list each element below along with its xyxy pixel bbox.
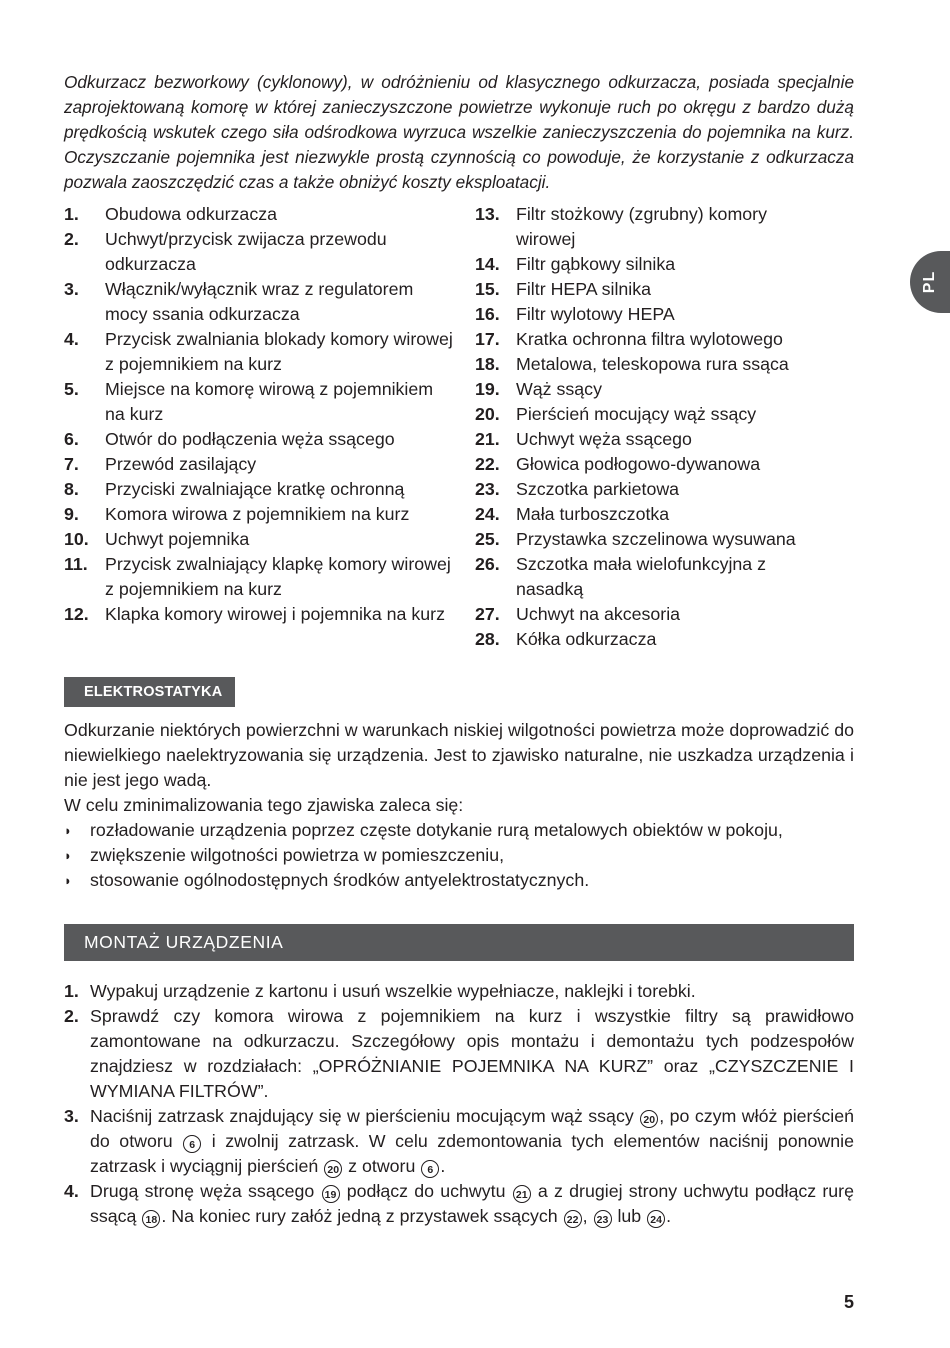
- part-item: [64, 552, 454, 602]
- part-number: 19.: [475, 379, 500, 399]
- bullet-text: zwiększenie wilgotności powietrza w pomieszczeniu,: [90, 845, 505, 865]
- part-label: Uchwyt/przycisk zwijacza przewodu odkurzacza: [105, 229, 387, 274]
- part-number: 18.: [475, 354, 500, 374]
- part-number: 15.: [475, 279, 500, 299]
- part-label: Szczotka parkietowa: [516, 479, 680, 499]
- part-number: 11.: [64, 554, 88, 574]
- part-number: 25.: [475, 529, 500, 549]
- part-reference-badge: 21: [513, 1185, 531, 1203]
- part-number: 27.: [475, 604, 500, 624]
- bullet-item: [64, 843, 854, 868]
- part-label: Metalowa, teleskopowa rura ssąca: [516, 354, 789, 374]
- part-number: 12.: [64, 604, 89, 624]
- part-number: 20.: [475, 404, 500, 424]
- part-number: 21.: [475, 429, 500, 449]
- part-reference-badge: 6: [183, 1135, 201, 1153]
- part-label: Filtr HEPA silnika: [516, 279, 652, 299]
- step-text: [90, 1179, 854, 1229]
- part-label: Uchwyt pojemnika: [105, 529, 250, 549]
- elektrostatyka-lead: W celu zminimalizowania tego zjawiska zaleca się:: [64, 795, 464, 815]
- part-number: 10.: [64, 529, 89, 549]
- part-item: [475, 402, 830, 427]
- bullet-item: [64, 818, 854, 843]
- part-label: Przycisk zwalniający klapkę komory wirowej z pojemnikiem na kurz: [105, 554, 451, 599]
- part-item: [64, 502, 454, 527]
- step-text-segment: Naciśnij zatrzask znajdujący się w pierścieniu mocującym wąż ssący: [90, 1106, 640, 1126]
- language-tab-label: PL: [921, 270, 938, 294]
- part-item: [64, 477, 454, 502]
- parts-list-left: [64, 202, 454, 627]
- part-label: Miejsce na komorę wirową z pojemnikiem na kurz: [105, 379, 434, 424]
- step-text-segment: podłącz do uchwytu: [340, 1181, 512, 1201]
- step-text-segment: ,: [582, 1206, 593, 1226]
- part-label: Filtr stożkowy (zgrubny) komory wirowej: [516, 204, 767, 249]
- step-text-segment: .: [666, 1206, 672, 1226]
- part-number: 5.: [64, 379, 79, 399]
- part-label: Przystawka szczelinowa wysuwana: [516, 529, 796, 549]
- part-item: [64, 277, 454, 327]
- bullet-text: rozładowanie urządzenia poprzez częste dotykanie rurą metalowych obiektów w pokoju,: [90, 820, 783, 840]
- part-number: 17.: [475, 329, 500, 349]
- part-label: Filtr gąbkowy silnika: [516, 254, 676, 274]
- language-tab: [910, 251, 950, 313]
- part-number: 13.: [475, 204, 500, 224]
- part-item: [64, 202, 454, 227]
- bullet-marker-icon: ◗: [64, 823, 72, 838]
- part-number: 16.: [475, 304, 500, 324]
- elektrostatyka-paragraph: Odkurzanie niektórych powierzchni w warunkach niskiej wilgotności powietrza może doprowadzić do niewielkiego naelektryzowania się urządzenia. Jest to zjawisko naturalne, nie uszkadza urządzenia i nie jest jego wadą.: [64, 720, 854, 790]
- part-label: Głowica podłogowo-dywanowa: [516, 454, 761, 474]
- part-label: Przyciski zwalniające kratkę ochronną: [105, 479, 405, 499]
- part-number: 6.: [64, 429, 79, 449]
- step-text: [90, 1104, 854, 1179]
- part-label: Mała turboszczotka: [516, 504, 670, 524]
- step-item: [64, 1004, 854, 1104]
- page-number: 5: [843, 1292, 854, 1312]
- part-reference-badge: 23: [594, 1210, 612, 1228]
- part-reference-badge: 6: [421, 1160, 439, 1178]
- part-reference-badge: 24: [647, 1210, 665, 1228]
- part-item: [475, 302, 830, 327]
- part-label: Przycisk zwalniania blokady komory wirowej z pojemnikiem na kurz: [105, 329, 453, 374]
- section-heading-montaz: [64, 924, 854, 961]
- bullet-text: stosowanie ogólnodostępnych środków antyelektrostatycznych.: [90, 870, 590, 890]
- part-item: [475, 527, 830, 552]
- part-item: [64, 227, 454, 277]
- part-number: 2.: [64, 229, 79, 249]
- part-label: Otwór do podłączenia węża ssącego: [105, 429, 395, 449]
- part-label: Wąż ssący: [516, 379, 602, 399]
- step-text: [90, 979, 854, 1004]
- part-number: 4.: [64, 329, 79, 349]
- part-item: [475, 377, 830, 402]
- part-item: [475, 252, 830, 277]
- part-item: [475, 277, 830, 302]
- step-text-segment: Wypakuj urządzenie z kartonu i usuń wszelkie wypełniacze, naklejki i torebki.: [90, 981, 696, 1001]
- part-reference-badge: 19: [322, 1185, 340, 1203]
- part-number: 1.: [64, 204, 79, 224]
- part-label: Uchwyt na akcesoria: [516, 604, 681, 624]
- intro-paragraph: Odkurzacz bezworkowy (cyklonowy), w odróżnieniu od klasycznego odkurzacza, posiada specjalnie zaprojektowaną komorę w której zanieczyszczone powietrze wykonuje ruch po okręgu z bardzo dużą prędkością wskutek czego siła odśrodkowa wyrzuca wszelkie zanieczyszczenia do pojemnika na kurz. Oczyszczanie pojemnika jest niezwykle prostą czynnością co powoduje, że korzystanie z odkurzacza pozwala zaoszczędzić czas a także obniżyć koszty eksploatacji.: [64, 72, 854, 192]
- step-text-segment: Sprawdź czy komora wirowa z pojemnikiem na kurz i wszystkie filtry są prawidłowo zamontowane na odkurzaczu. Szczegółowy opis montażu i demontażu tych podzespołów znajdziesz w rozdziałach: „OPRÓŻNIANIE POJEMNIKA NA KURZ” oraz „CZYSZCZENIE I WYMIANA FILTRÓW”.: [90, 1006, 854, 1101]
- part-label: Szczotka mała wielofunkcyjna z nasadką: [516, 554, 767, 599]
- part-reference-badge: 18: [142, 1210, 160, 1228]
- part-label: Pierścień mocujący wąż ssący: [516, 404, 757, 424]
- step-text-segment: lub: [612, 1206, 647, 1226]
- part-label: Włącznik/wyłącznik wraz z regulatorem mocy ssania odkurzacza: [105, 279, 414, 324]
- part-item: [475, 427, 830, 452]
- part-item: [475, 552, 830, 602]
- step-text-segment: . Na koniec rury załóż jedną z przystawek ssących: [161, 1206, 563, 1226]
- part-item: [475, 327, 830, 352]
- bullet-marker-icon: ◗: [64, 873, 72, 888]
- part-number: 14.: [475, 254, 500, 274]
- part-item: [64, 602, 454, 627]
- step-item: [64, 1104, 854, 1179]
- step-text-segment: a z drugiej strony uchwytu podłącz rurę ssącą: [90, 1181, 854, 1226]
- part-number: 28.: [475, 629, 500, 649]
- step-text-segment: i zwolnij zatrzask. W celu zdemontowania tych elementów naciśnij ponownie zatrzask i wyciągnij pierścień: [90, 1131, 854, 1176]
- part-label: Przewód zasilający: [105, 454, 257, 474]
- step-text-segment: , po czym włóż pierścień do otworu: [90, 1106, 854, 1151]
- step-number: 1.: [64, 981, 79, 1001]
- step-text-segment: z otworu: [343, 1156, 421, 1176]
- part-label: Kratka ochronna filtra wylotowego: [516, 329, 783, 349]
- part-label: Komora wirowa z pojemnikiem na kurz: [105, 504, 410, 524]
- part-number: 23.: [475, 479, 500, 499]
- part-item: [64, 452, 454, 477]
- part-reference-badge: 20: [640, 1110, 658, 1128]
- part-item: [64, 527, 454, 552]
- parts-list-right: [475, 202, 830, 652]
- step-number: 3.: [64, 1106, 79, 1126]
- part-item: [64, 427, 454, 452]
- montaz-steps: [64, 979, 854, 1229]
- step-item: [64, 979, 854, 1004]
- part-item: [475, 202, 830, 252]
- part-number: 26.: [475, 554, 500, 574]
- part-number: 3.: [64, 279, 79, 299]
- step-item: [64, 1179, 854, 1229]
- part-item: [64, 327, 454, 377]
- part-number: 22.: [475, 454, 500, 474]
- part-label: Klapka komory wirowej i pojemnika na kurz: [105, 604, 445, 624]
- part-item: [475, 452, 830, 477]
- step-number: 4.: [64, 1181, 79, 1201]
- bullet-item: [64, 868, 854, 893]
- part-item: [475, 602, 830, 627]
- part-item: [64, 377, 454, 427]
- part-label: Kółka odkurzacza: [516, 629, 657, 649]
- part-item: [475, 352, 830, 377]
- part-label: Obudowa odkurzacza: [105, 204, 277, 224]
- step-text: [90, 1004, 854, 1104]
- bullet-marker-icon: ◗: [64, 848, 72, 863]
- step-text-segment: .: [440, 1156, 446, 1176]
- part-reference-badge: 22: [564, 1210, 582, 1228]
- part-number: 7.: [64, 454, 79, 474]
- step-text-segment: Drugą stronę węża ssącego: [90, 1181, 321, 1201]
- part-label: Uchwyt węża ssącego: [516, 429, 692, 449]
- part-item: [475, 477, 830, 502]
- part-number: 8.: [64, 479, 79, 499]
- part-item: [475, 627, 830, 652]
- elektrostatyka-bullets: [64, 818, 854, 893]
- section-heading-elektrostatyka: ELEKTROSTATYKA: [64, 677, 235, 707]
- step-number: 2.: [64, 1006, 79, 1026]
- part-number: 9.: [64, 504, 79, 524]
- section-heading-montaz-label: MONTAŻ URZĄDZENIA: [84, 932, 284, 952]
- elektrostatyka-section: [64, 718, 854, 893]
- part-reference-badge: 20: [324, 1160, 342, 1178]
- part-number: 24.: [475, 504, 500, 524]
- part-label: Filtr wylotowy HEPA: [516, 304, 675, 324]
- part-item: [475, 502, 830, 527]
